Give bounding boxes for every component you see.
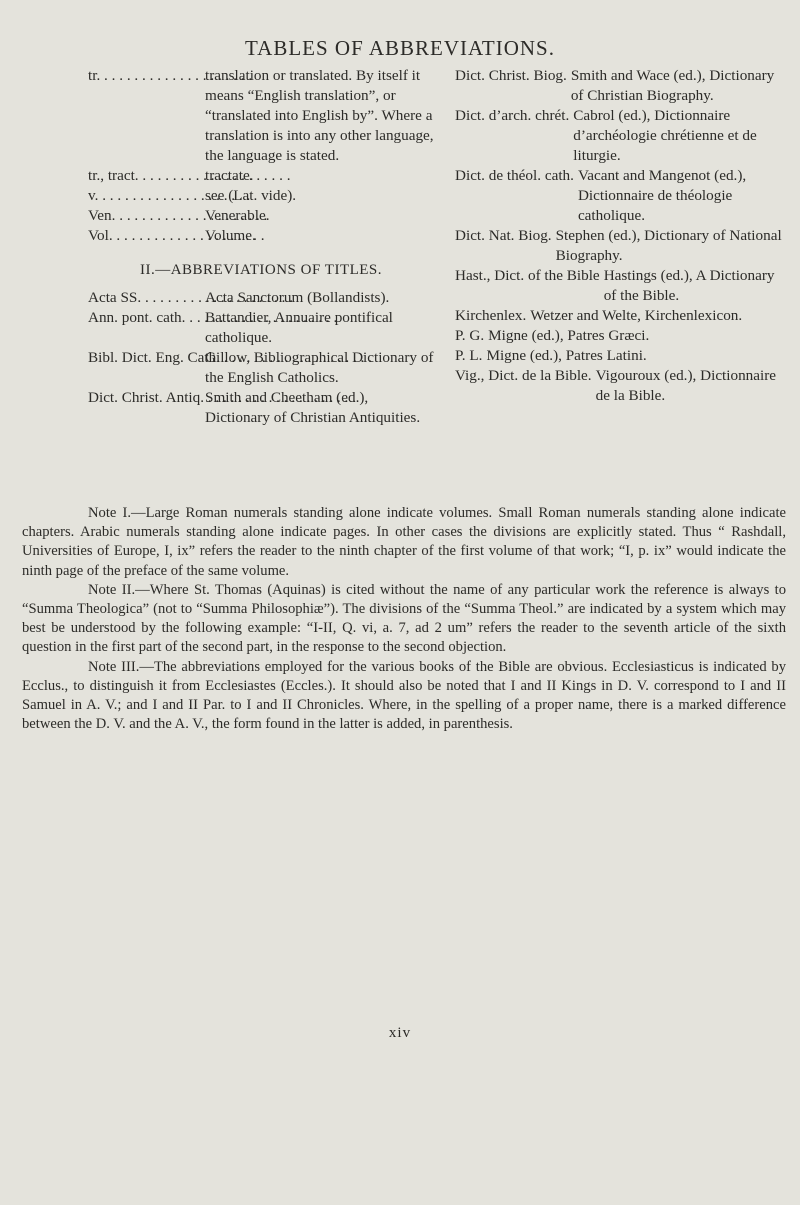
abbreviation-entry bbox=[88, 308, 434, 348]
abbreviation-value: Smith and Cheetham (ed.), Dictionary of Christian Antiquities. bbox=[205, 389, 421, 426]
abbreviation-entry bbox=[455, 66, 785, 106]
abbreviation-key: Dict. de théol. cath. bbox=[455, 167, 574, 184]
abbreviation-value: Hastings (ed.), A Dictionary of the Bible. bbox=[603, 267, 775, 304]
abbreviation-key: P. L. bbox=[455, 347, 483, 364]
abbreviation-value: see (Lat. vide). bbox=[205, 187, 297, 204]
abbreviation-key: Dict. Christ. Antiq. . . . bbox=[88, 388, 205, 428]
abbreviation-value: Volume. bbox=[205, 227, 256, 244]
abbreviation-entry bbox=[88, 166, 434, 186]
abbreviation-value: Stephen (ed.), Dictionary of National Biography. bbox=[555, 227, 782, 264]
abbreviation-key: P. G. bbox=[455, 327, 485, 344]
abbreviation-key: Ven. . . . bbox=[88, 206, 205, 226]
abbreviation-value: Migne (ed.), Patres Latini. bbox=[486, 347, 647, 364]
abbreviation-entry bbox=[88, 348, 434, 388]
abbreviation-entry bbox=[455, 266, 785, 306]
abbreviation-value: Venerable. bbox=[205, 207, 270, 224]
abbreviation-value: Battandier, Annuaire pontifical catholique. bbox=[205, 309, 393, 346]
abbreviation-entry bbox=[88, 388, 434, 428]
abbreviation-entry bbox=[455, 226, 785, 266]
abbreviation-value: Migne (ed.), Patres Græci. bbox=[488, 327, 650, 344]
abbreviation-list bbox=[88, 66, 434, 246]
abbreviation-key: Hast., Dict. of the Bible bbox=[455, 267, 600, 284]
abbreviation-entry bbox=[455, 106, 785, 166]
notes-section bbox=[22, 504, 786, 734]
abbreviation-value: Acta Sanctorum (Bollandists). bbox=[205, 289, 390, 306]
abbreviation-entry bbox=[88, 186, 434, 206]
page-title: TABLES OF ABBREVIATIONS. bbox=[245, 36, 555, 60]
right-column bbox=[455, 66, 785, 406]
abbreviation-entry bbox=[88, 226, 434, 246]
abbreviation-key: Dict. d’arch. chrét. bbox=[455, 107, 570, 124]
left-column bbox=[88, 66, 434, 428]
abbreviation-key: Bibl. Dict. Eng. Cath. . . . bbox=[88, 348, 205, 388]
abbreviation-value: Vigouroux (ed.), Dictionnaire de la Bible. bbox=[595, 367, 777, 404]
abbreviation-entry bbox=[455, 166, 785, 226]
abbreviation-value: tractate. bbox=[205, 167, 254, 184]
abbreviation-key: Vol. . . . bbox=[88, 226, 205, 246]
abbreviation-key: Kirchenlex. bbox=[455, 307, 527, 324]
abbreviation-entry bbox=[455, 306, 785, 326]
abbreviation-key: tr., tract. . . . bbox=[88, 166, 205, 186]
title-abbreviation-list bbox=[88, 288, 434, 428]
abbreviation-key: Vig., Dict. de la Bible. bbox=[455, 367, 592, 384]
abbreviation-key: Dict. Christ. Biog. bbox=[455, 67, 567, 84]
note-2: Note II.—Where St. Thomas (Aquinas) is cited without the name of any particular work the reference is always to “Summa Theologica” (not to “Summa Philosophiæ”). The divisions of the “Summa Theol.” are indicated by a system which may best be understood by the following example: “I-II, Q. vi, a. 7, ad 2 um” refers the reader to the seventh article of the sixth question in the first part of the second part, in the response to the second objection. bbox=[22, 581, 786, 656]
abbreviation-entry bbox=[88, 288, 434, 308]
abbreviation-key: tr. . . . bbox=[88, 66, 205, 166]
abbreviation-entry bbox=[88, 66, 434, 166]
page-number: xiv bbox=[388, 1025, 412, 1041]
abbreviation-value: Vacant and Mangenot (ed.), Dictionnaire de théologie catholique. bbox=[577, 167, 747, 224]
note-3: Note III.—The abbreviations employed for the various books of the Bible are obvious. Ecclesiasticus is indicated by Ecclus., to distinguish it from Ecclesiastes (Eccles.). It should also be noted that I and II Kings in D. V. correspond to I and II Samuel in A. V.; and I and II Par. to I and II Chronicles. Where, in the spelling of a proper name, there is a marked difference between the D. V. and the A. V., the form found in the latter is added, in parenthesis. bbox=[22, 658, 786, 733]
abbreviation-value: Wetzer and Welte, Kirchenlexicon. bbox=[530, 307, 743, 324]
abbreviation-key: Ann. pont. cath. . . . bbox=[88, 308, 205, 348]
abbreviation-key: v. . . . bbox=[88, 186, 205, 206]
abbreviation-entry bbox=[455, 366, 785, 406]
abbreviation-entry bbox=[455, 346, 785, 366]
abbreviation-value: translation or translated. By itself it means “English translation”, or “translated into English by”. Where a translation is into any other language, the language is stated. bbox=[205, 67, 434, 164]
section-title: II.—ABBREVIATIONS OF TITLES. bbox=[139, 262, 383, 278]
abbreviation-key: Acta SS. . . . bbox=[88, 288, 205, 308]
abbreviation-entry bbox=[88, 206, 434, 226]
abbreviation-value: Cabrol (ed.), Dictionnaire d’archéologie chrétienne et de liturgie. bbox=[573, 107, 757, 164]
abbreviation-value: Gillow, Bibliographical Dictionary of the English Catholics. bbox=[205, 349, 434, 386]
abbreviation-value: Smith and Wace (ed.), Dictionary of Christian Biography. bbox=[570, 67, 775, 104]
note-1: Note I.—Large Roman numerals standing alone indicate volumes. Small Roman numerals standing alone indicate chapters. Arabic numerals standing alone indicate pages. In other cases the divisions are explicitly stated. Thus “ Rashdall, Universities of Europe, I, ix” refers the reader to the ninth chapter of the first volume of that work; “I, p. ix” would indicate the ninth page of the preface of the same volume. bbox=[22, 505, 786, 579]
title-abbreviation-list-continued bbox=[455, 66, 785, 406]
abbreviation-entry bbox=[455, 326, 785, 346]
abbreviation-key: Dict. Nat. Biog. bbox=[455, 227, 552, 244]
